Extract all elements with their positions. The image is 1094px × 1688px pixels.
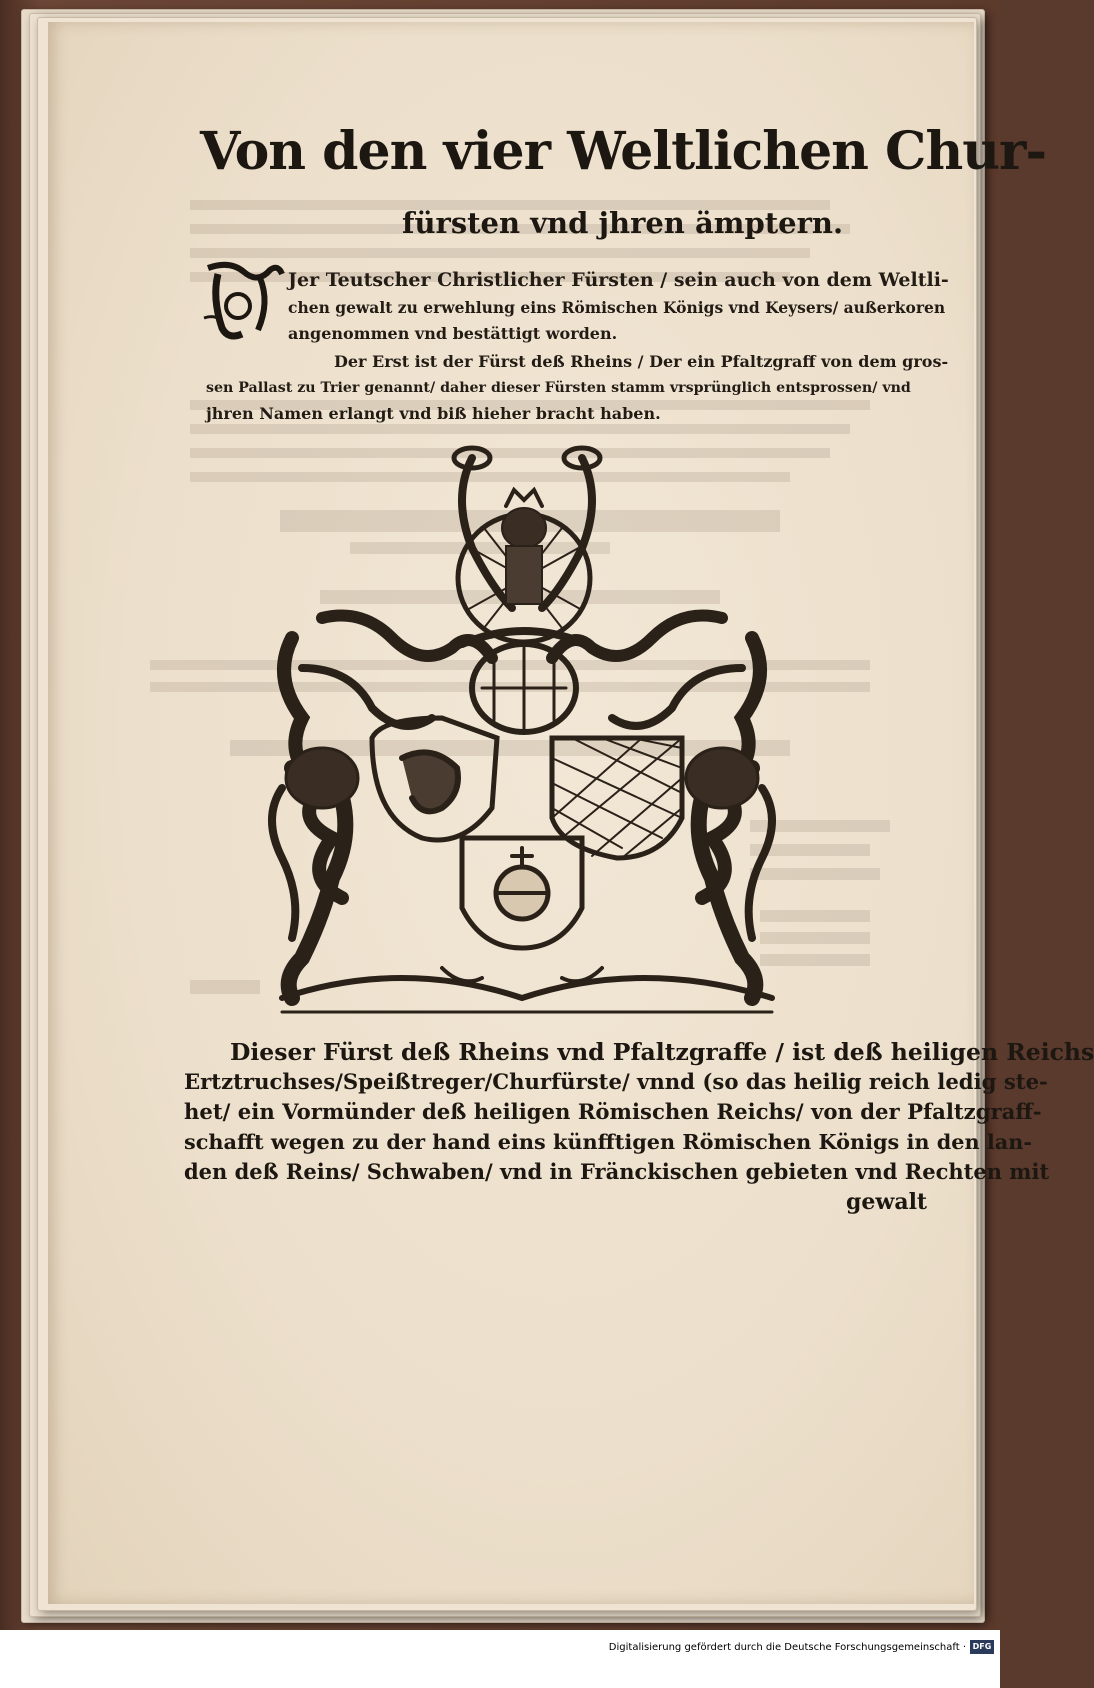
decorated-initial-icon	[200, 258, 286, 342]
body-line-5: den deß Reins/ Schwaben/ vnd in Fränckischen gebieten vnd Rechten mit	[184, 1159, 1050, 1184]
dfg-logo-icon: DFG	[970, 1640, 994, 1654]
coat-of-arms-woodcut	[262, 438, 782, 1018]
body-line-4: schafft wegen zu der hand eins künfftigen Römischen Königs in den lan-	[184, 1129, 1033, 1154]
page-subtitle: fürsten vnd jhren ämptern.	[402, 206, 844, 240]
footer-bar	[0, 1630, 1000, 1688]
intro-line-5: sen Pallast zu Trier genannt/ daher dieser Fürsten stamm vrsprünglich entsprossen/ vnd	[206, 380, 911, 396]
intro-line-3: angenommen vnd bestättigt worden.	[288, 324, 618, 343]
page-title: Von den vier Weltlichen Chur-	[200, 121, 1047, 182]
intro-line-6: jhren Namen erlangt vnd biß hieher bracht haben.	[206, 404, 661, 423]
body-line-1: Dieser Fürst deß Rheins vnd Pfaltzgraffe / ist deß heiligen Reichs	[230, 1038, 1094, 1066]
body-line-2: Ertztruchses/Speißtreger/Churfürste/ vnnd (so das heilig reich ledig ste-	[184, 1069, 1048, 1094]
body-line-3: het/ ein Vormünder deß heiligen Römischen Reichs/ von der Pfaltzgraff-	[184, 1099, 1042, 1124]
intro-line-1: Jer Teutscher Christlicher Fürsten / sein auch von dem Weltli-	[288, 269, 949, 291]
body-line-6: gewalt	[846, 1189, 928, 1215]
intro-line-2: chen gewalt zu erwehlung eins Römischen Königs vnd Keysers/ außerkoren	[288, 298, 946, 317]
digitization-credit: Digitalisierung gefördert durch die Deutsche Forschungsgemeinschaft ·	[608, 1642, 966, 1653]
intro-line-4: Der Erst ist der Fürst deß Rheins / Der ein Pfaltzgraff von dem gros-	[334, 352, 949, 371]
